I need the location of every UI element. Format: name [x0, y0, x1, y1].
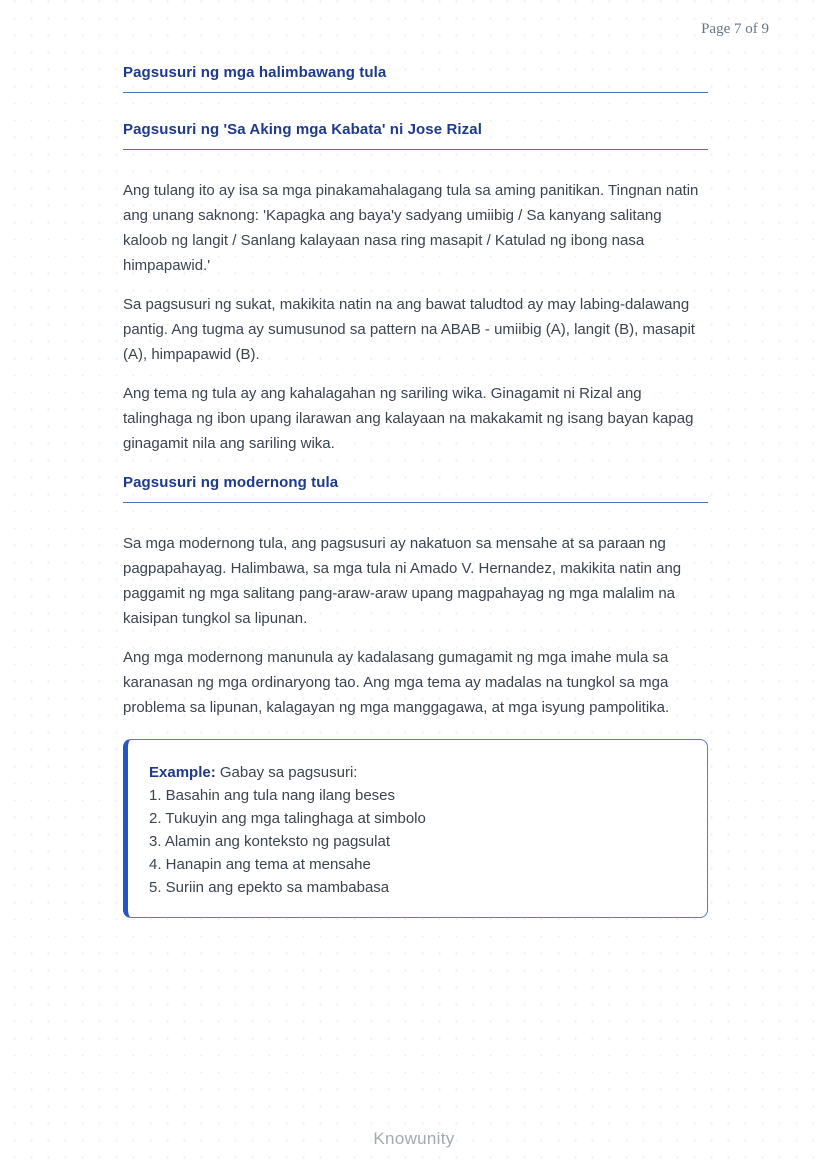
- list-item: 5. Suriin ang epekto sa mambabasa: [149, 879, 390, 896]
- list-item: 3. Alamin ang konteksto ng pagsulat: [149, 833, 390, 850]
- document-content: [123, 64, 708, 918]
- list-item: 2. Tukuyin ang mga talinghaga at simbolo: [149, 810, 426, 827]
- example-callout-box: [123, 739, 708, 918]
- page-indicator: Page 7 of 9: [701, 21, 769, 37]
- paragraph: Ang tulang ito ay isa sa mga pinakamahalagang tula sa aming panitikan. Tingnan natin ang unang saknong: 'Kapagka ang baya'y sadyang umiibig / Sa kanyang salitang kaloob ng langit / Sanlang kalayaan nasa ring masapit / Katulad ng ibong nasa himpapawid.': [123, 182, 699, 274]
- paragraph: Ang mga modernong manunula ay kadalasang gumagamit ng mga imahe mula sa karanasan ng mga ordinaryong tao. Ang mga tema ay madalas na tungkol sa mga problema sa lipunan, kalagayan ng mga manggagawa, at mga isyung pampolitika.: [123, 649, 670, 716]
- example-label: Example:: [149, 764, 216, 781]
- paragraph: Sa mga modernong tula, ang pagsusuri ay nakatuon sa mensahe at sa paraan ng pagpapahayag. Halimbawa, sa mga tula ni Amado V. Hernandez, makikita natin ang paggamit ng mga salitang pang-araw-araw upang magpahayag ng mga malalim na kaisipan tungkol sa lipunan.: [123, 535, 682, 627]
- paragraph: Sa pagsusuri ng sukat, makikita natin na ang bawat taludtod ay may labing-dalawang pantig. Ang tugma ay sumusunod sa pattern na ABAB - umiibig (A), langit (B), masapit (A), himpapawid (B).: [123, 296, 695, 363]
- list-item: 4. Hanapin ang tema at mensahe: [149, 856, 371, 873]
- knowunity-footer-logo: Knowunity: [373, 1129, 455, 1148]
- section-heading-modernong-tula: Pagsusuri ng modernong tula: [123, 474, 708, 503]
- section-heading-halimbawang-tula: Pagsusuri ng mga halimbawang tula: [123, 64, 708, 93]
- example-intro-line: [149, 761, 687, 784]
- paragraph: Ang tema ng tula ay ang kahalagahan ng sariling wika. Ginagamit ni Rizal ang talinghaga ng ibon upang ilarawan ang kalayaan na makakamit ng isang bayan kapag ginagamit nila ang sariling wika.: [123, 385, 694, 452]
- section-heading-sa-aking-mga-kabata: Pagsusuri ng 'Sa Aking mga Kabata' ni Jose Rizal: [123, 121, 708, 150]
- example-intro-text: Gabay sa pagsusuri:: [215, 764, 358, 781]
- list-item: 1. Basahin ang tula nang ilang beses: [149, 787, 396, 804]
